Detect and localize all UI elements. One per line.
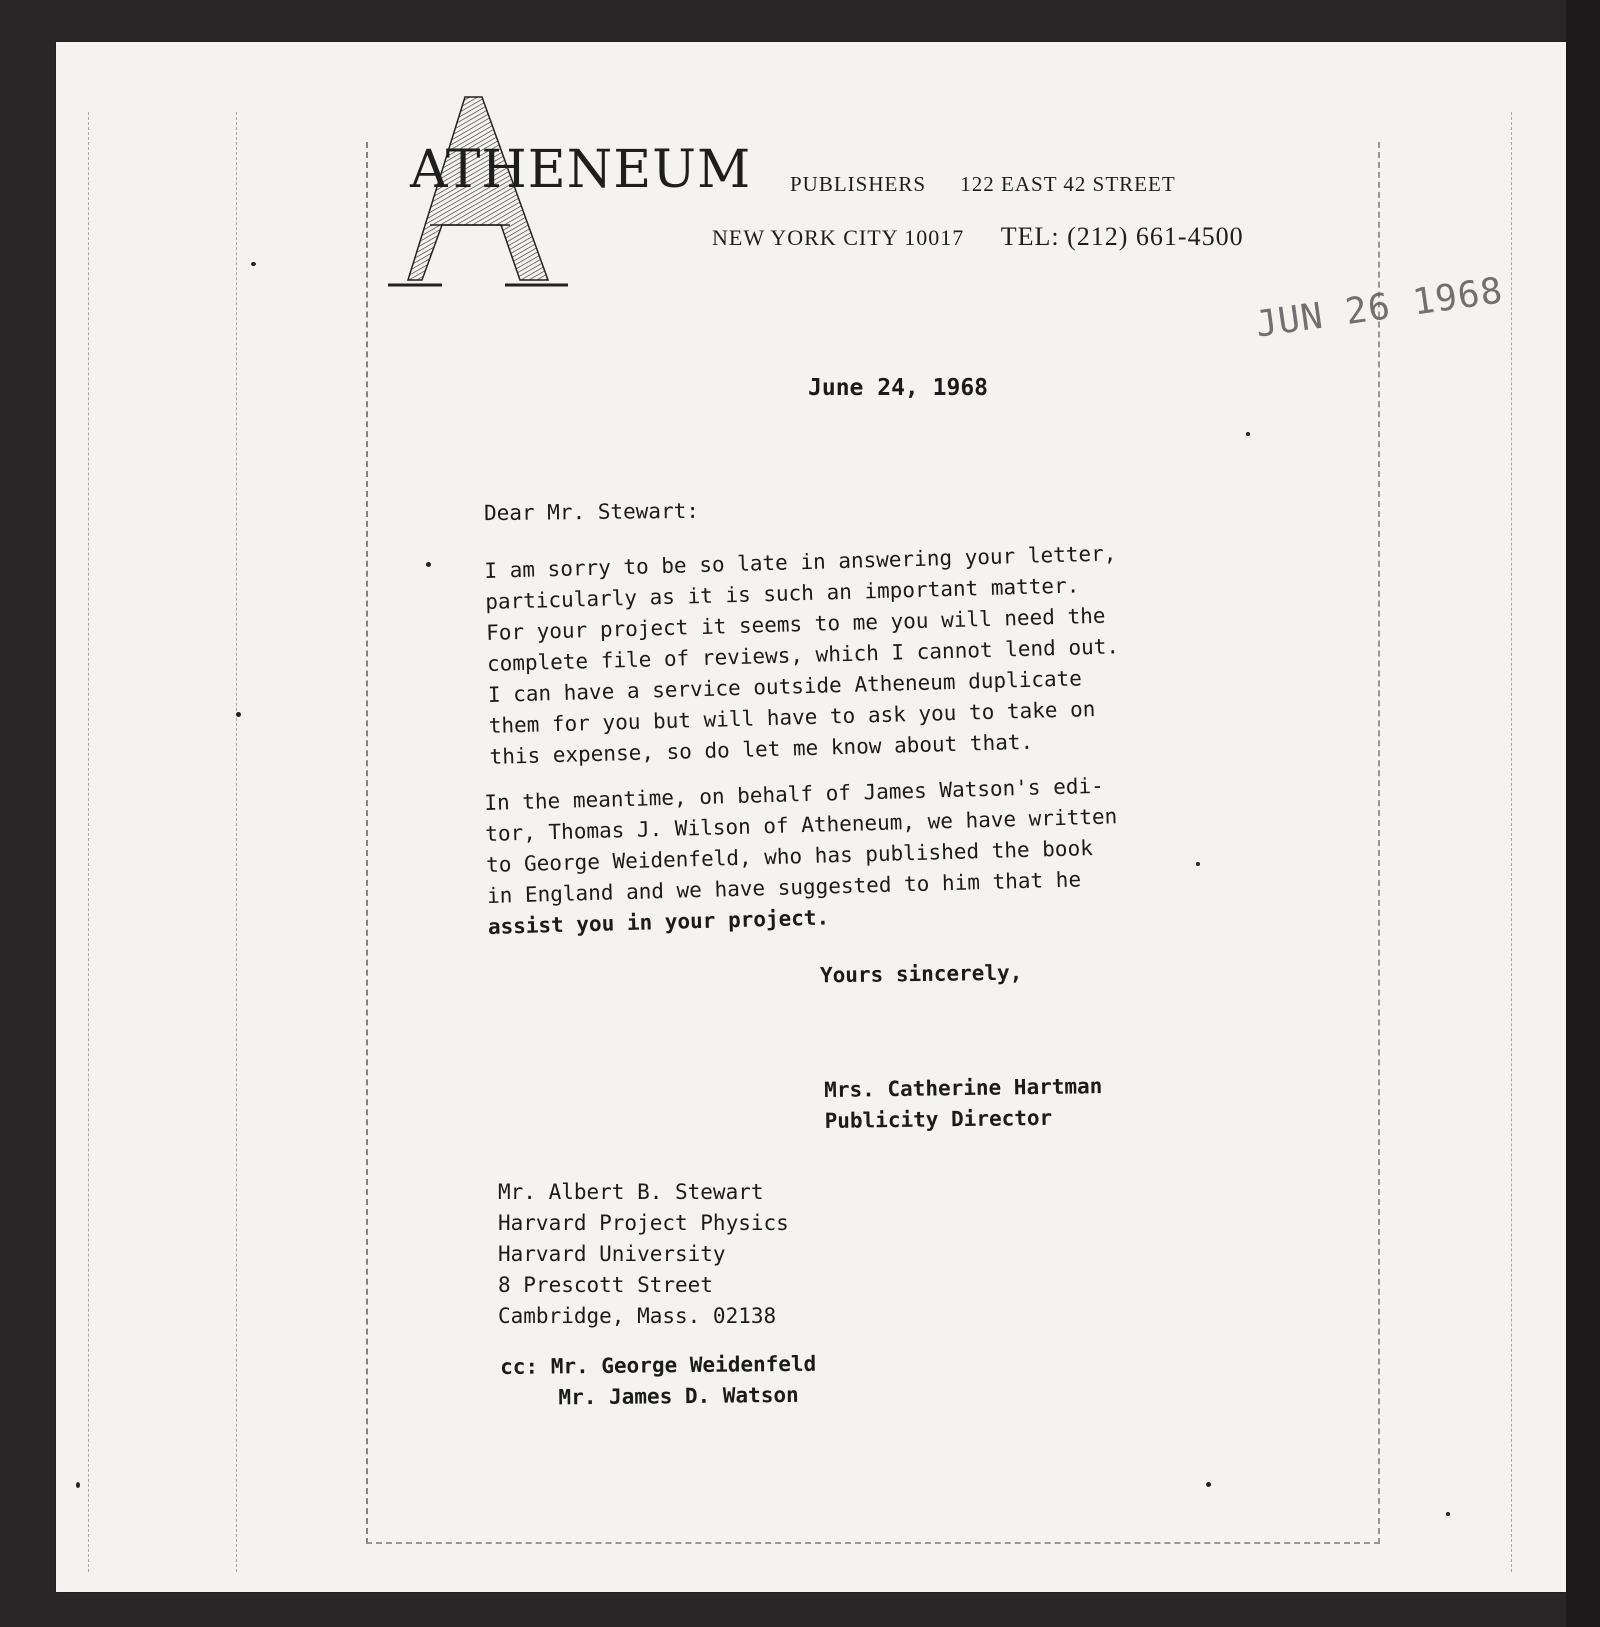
letterhead-publishers: PUBLISHERS — [790, 172, 927, 196]
paragraph-line: particularly as it is such an important matter. — [484, 573, 1080, 614]
signer-title: Publicity Director — [824, 1105, 1053, 1133]
letterhead-city: NEW YORK CITY 10017 — [712, 225, 965, 250]
received-date-stamp: JUN 26 1968 — [1253, 270, 1506, 346]
letterhead-telephone: TEL: (212) 661-4500 — [1000, 222, 1244, 251]
paragraph-line: I can have a service outside Atheneum duplicate — [487, 666, 1083, 707]
cc-recipient-1: Mr. George Weidenfeld — [550, 1351, 817, 1379]
paragraph-line: assist you in your project. — [487, 905, 830, 939]
speck — [1246, 432, 1250, 436]
background-strip — [1566, 0, 1600, 1627]
paragraph-line: In the meantime, on behalf of James Watson's edi- — [484, 773, 1105, 815]
salutation: Dear Mr. Stewart: — [483, 498, 700, 526]
paragraph-line: For your project it seems to me you will need the — [485, 603, 1106, 645]
cc-block — [500, 1349, 817, 1414]
logo-wordmark: ATHENEUM — [410, 140, 752, 200]
speck — [1196, 862, 1200, 866]
copy-edge-mark — [88, 112, 89, 1572]
signer-name: Mrs. Catherine Hartman — [824, 1074, 1103, 1102]
speck — [251, 262, 256, 266]
letterhead-line-2 — [712, 222, 1244, 252]
letterhead-street: 122 EAST 42 STREET — [960, 172, 1176, 196]
letter-date: June 24, 1968 — [808, 375, 989, 401]
paragraph-line: them for you but will have to ask you to take on — [488, 696, 1096, 738]
address-line: 8 Prescott Street — [498, 1273, 713, 1297]
atheneum-logo — [330, 85, 752, 310]
closing: Yours sincerely, — [819, 960, 1023, 988]
speck — [1446, 1512, 1450, 1516]
cc-prefix: cc: — [500, 1354, 539, 1379]
paragraph-line: complete file of reviews, which I cannot lend out. — [486, 634, 1120, 676]
letterhead-line-1 — [790, 172, 1176, 197]
recipient-address — [498, 1177, 789, 1332]
copy-edge-mark — [1511, 112, 1512, 1572]
paragraph-line: to George Weidenfeld, who has published the book — [485, 836, 1094, 877]
address-line: Cambridge, Mass. 02138 — [498, 1304, 777, 1328]
body-paragraph-1 — [484, 538, 1122, 773]
signature-block — [824, 1071, 1103, 1137]
cc-line-1 — [500, 1349, 816, 1383]
speck — [236, 712, 241, 717]
address-line: Harvard Project Physics — [498, 1211, 789, 1235]
paragraph-line: I am sorry to be so late in answering your letter, — [484, 541, 1117, 583]
address-line: Harvard University — [498, 1242, 726, 1266]
copy-edge-mark — [236, 112, 237, 1572]
address-line: Mr. Albert B. Stewart — [498, 1180, 764, 1204]
paragraph-line: tor, Thomas J. Wilson of Atheneum, we have written — [484, 804, 1118, 846]
paragraph-line: this expense, so do let me know about that. — [489, 729, 1034, 769]
cc-recipient-2: Mr. James D. Watson — [558, 1382, 799, 1410]
body-paragraph-2 — [484, 770, 1120, 943]
speck — [76, 1482, 80, 1488]
paragraph-line: in England and we have suggested to him that he — [486, 867, 1082, 908]
speck — [426, 562, 431, 567]
speck — [1206, 1482, 1211, 1487]
